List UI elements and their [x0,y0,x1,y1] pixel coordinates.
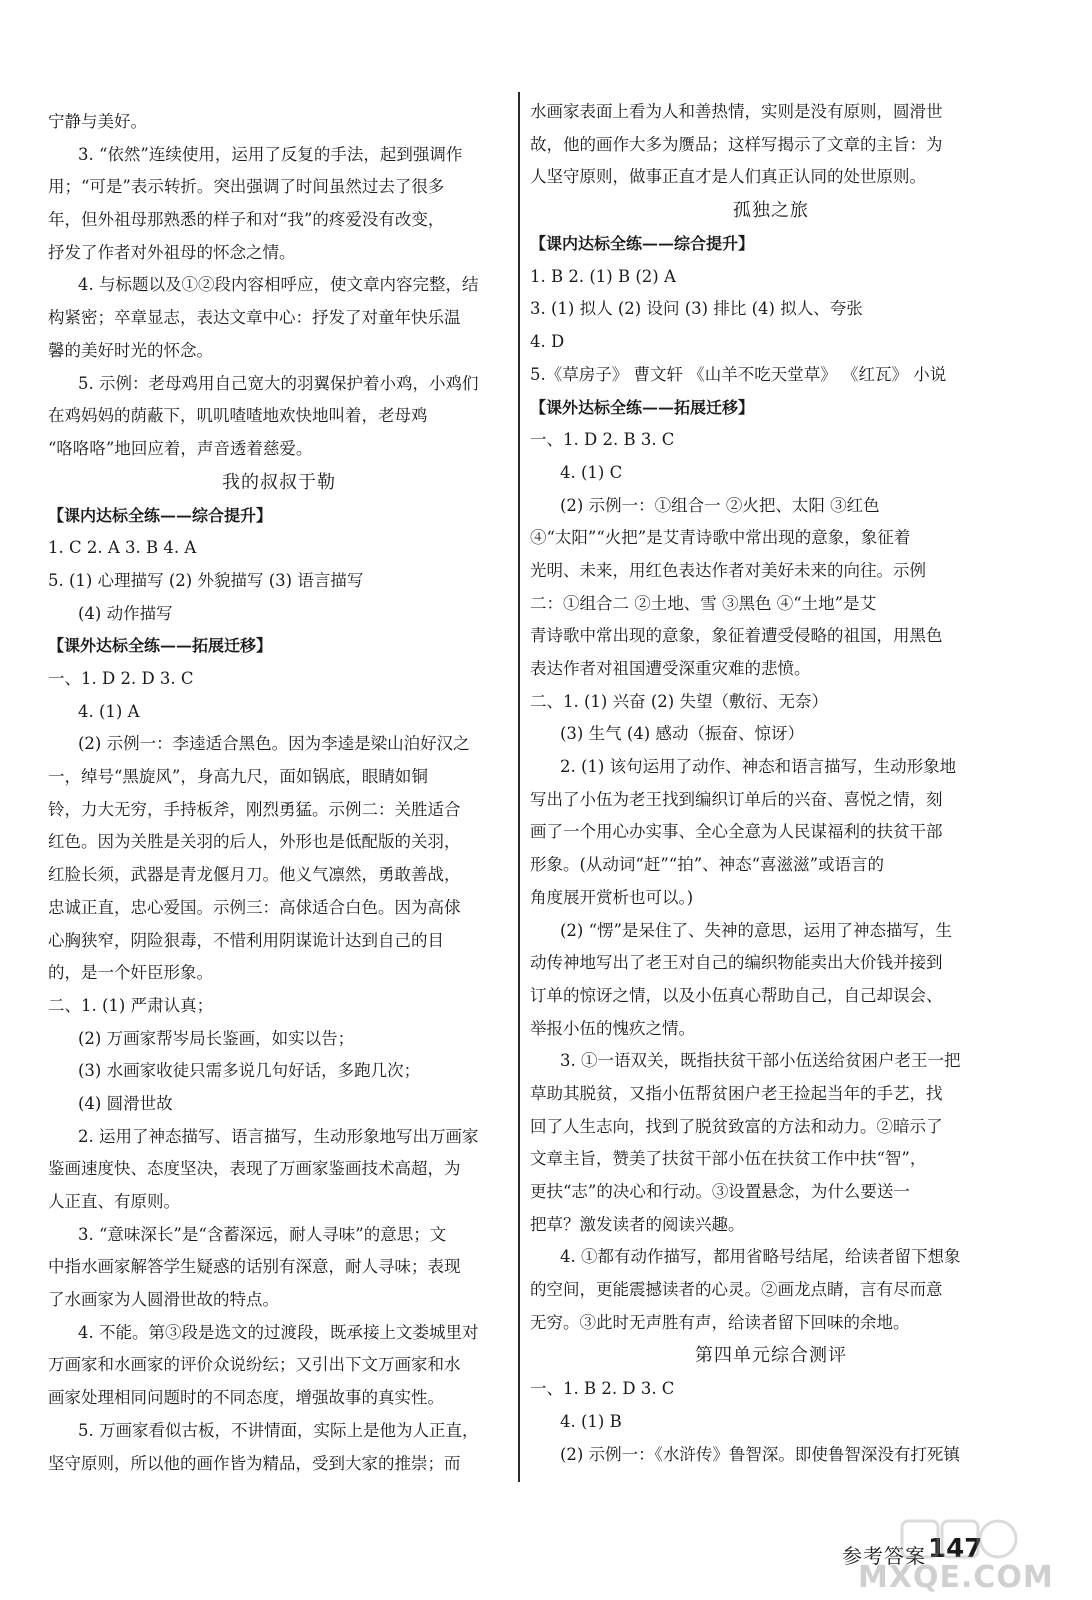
text-line: 5.《草房子》 曹文轩 《山羊不吃天堂草》 《红瓦》 小说 [530,364,947,384]
text-line: 3. ①一语双关，既指扶贫干部小伍送给贫困户老王一把 [560,1051,961,1071]
text-line: 动传神地写出了老王对自己的编织物能卖出大价钱并接到 [530,953,943,973]
section-heading: 【课外达标全练——拓展迁移】 [530,397,755,417]
text-line: 订单的惊讶之情，以及小伍真心帮助自己，自己却误会、 [530,985,943,1005]
right-column [530,96,1012,1472]
text-line: 4. 与标题以及①②段内容相呼应，使文章内容完整，结 [78,275,479,295]
section-heading: 【课内达标全练——综合提升】 [530,234,755,254]
text-line: 一、1. D 2. D 3. C [48,669,194,688]
text-line: 心胸狭窄，阴险狠毒，不惜利用阴谋诡计达到自己的目 [48,930,444,950]
text-line: 5. 万画家看似古板，不讲情面，实际上是他为人正直， [78,1420,479,1440]
text-line: (4) 圆滑世故 [78,1093,173,1113]
text-line: 更扶“志”的决心和行动。③设置悬念，为什么要送一 [530,1182,910,1201]
text-line: 一，绰号“黑旋风”，身高九尺，面如锅底，眼睛如铜 [48,767,428,787]
text-line: 表达作者对祖国遭受深重灾难的悲愤。 [530,659,811,678]
text-line: 4. ①都有动作描写，都用省略号结尾，给读者留下想象 [560,1247,961,1267]
text-line: (2) 万画家帮岑局长鉴画，如实以告； [78,1028,355,1048]
text-line: 的空间，更能震撼读者的心灵。②画龙点睛，言有尽而意 [530,1280,943,1300]
text-line: ④“太阳”“火把”是艾青诗歌中常出现的意象，象征着 [530,528,911,548]
text-line: 4. (1) C [560,462,623,482]
text-line: 把草？激发读者的阅读兴趣。 [530,1214,745,1234]
text-line: 青诗歌中常出现的意象，象征着遭受侵略的祖国，用黑色 [530,626,943,646]
left-column [48,106,510,1480]
text-line: 鉴画速度快、态度坚决，表现了万画家鉴画技术高超，为 [48,1159,461,1179]
text-line: 5. (1) 心理描写 (2) 外貌描写 (3) 语言描写 [48,570,364,590]
text-line: 人正直、有原则。 [48,1192,180,1211]
text-line: 1. B 2. (1) B (2) A [530,266,676,286]
text-line: 馨的美好时光的怀念。 [48,340,213,360]
text-line: 二、1. (1) 严肃认真； [48,995,214,1015]
watermark-logo-icon [900,1515,1020,1565]
section-title: 第四单元综合测评 [695,1345,847,1367]
text-line: (2) 示例一：①组合一 ②火把、太阳 ③红色 [560,495,880,515]
text-line: 红脸长须，武器是青龙偃月刀。他义气凛然，勇敢善战， [48,865,461,885]
text-line: 了水画家为人圆滑世故的特点。 [48,1290,279,1310]
text-line: 文章主旨，赞美了扶贫干部小伍在扶贫工作中扶“智”， [530,1149,927,1169]
text-line: 4. 不能。第③段是选文的过渡段，既承接上文娄城里对 [78,1322,479,1342]
text-line: 举报小伍的愧疚之情。 [530,1018,695,1038]
text-line: (3) 水画家收徒只需多说几句好话，多跑几次； [78,1061,421,1081]
text-line: “咯咯咯”地回应着，声音透着慈爱。 [48,438,313,458]
text-line: 2. 运用了神态描写、语言描写，生动形象地写出万画家 [78,1126,479,1146]
text-line: 中指水画家解答学生疑惑的话别有深意，耐人寻味；表现 [48,1257,461,1277]
section-heading: 【课内达标全练——综合提升】 [48,505,273,525]
text-line: 二、1. (1) 兴奋 (2) 失望（敷衍、无奈） [530,691,828,711]
text-line: 3. “依然”连续使用，运用了反复的手法，起到强调作 [78,144,463,164]
text-line: 忠诚正直，忠心爱国。示例三：高俅适合白色。因为高俅 [48,897,461,917]
text-line: 坚守原则，所以他的画作皆为精品，受到大家的推崇；而 [48,1453,461,1473]
text-line: 抒发了作者对外祖母的怀念之情。 [48,242,296,262]
text-line: 画家处理相同问题时的不同态度，增强故事的真实性。 [48,1388,444,1408]
text-line: 故，他的画作大多为赝品；这样写揭示了文章的主旨：为 [530,134,943,154]
text-line: 4. (1) A [78,701,140,721]
text-line: (2) 示例一：李逵适合黑色。因为李逵是梁山泊好汉之 [78,734,470,754]
text-line: 4. D [530,332,565,352]
text-line: 万画家和水画家的评价众说纷纭；又引出下文万画家和水 [48,1355,461,1375]
text-line: 一、1. D 2. B 3. C [530,430,675,450]
text-line: 一、1. B 2. D 3. C [530,1379,675,1399]
text-line: (2) 示例一：《水浒传》鲁智深。即使鲁智深没有打死镇 [560,1444,960,1464]
text-line: 用；“可是”表示转折。突出强调了时间虽然过去了很多 [48,177,445,197]
text-line: (2) “愣”是呆住了、失神的意思，运用了神态描写，生 [560,920,952,940]
text-line: 铃，力大无穷，手持板斧，刚烈勇猛。示例二：关胜适合 [48,799,461,819]
text-line: 的，是一个奸臣形象。 [48,963,213,983]
text-line: 水画家表面上看为人和善热情，实则是没有原则，圆滑世 [530,102,943,121]
section-heading: 【课外达标全练——拓展迁移】 [48,636,273,656]
text-line: 4. (1) B [560,1412,622,1432]
text-line: 画了一个用心办实事、全心全意为人民谋福利的扶贫干部 [530,822,943,842]
column-divider [518,92,520,1482]
page-number: 147 [928,1534,983,1564]
text-line: (3) 生气 (4) 感动（振奋、惊讶） [560,724,804,744]
text-line: 草助其脱贫，又指小伍帮贫困户老王捡起当年的手艺，找 [530,1083,943,1103]
text-line: 回了人生志向，找到了脱贫致富的方法和动力。②暗示了 [530,1116,943,1136]
text-line: 宁静与美好。 [48,112,147,131]
text-line: 年，但外祖母那熟悉的样子和对“我”的疼爱没有改变， [48,210,445,230]
text-line: 角度展开赏析也可以。) [530,887,694,907]
text-line: 红色。因为关胜是关羽的后人，外形也是低配版的关羽， [48,832,461,852]
text-line: 5. 示例：老母鸡用自己宽大的羽翼保护着小鸡，小鸡们 [78,373,479,393]
section-title: 孤独之旅 [733,200,809,222]
text-line: 3. (1) 拟人 (2) 设问 (3) 排比 (4) 拟人、夸张 [530,299,863,319]
text-line: (4) 动作描写 [78,603,173,623]
text-line: 形象。(从动词“赶”“拍”、神态“喜滋滋”或语言的 [530,855,885,875]
text-line: 二：①组合二 ②土地、雪 ③黑色 ④“土地”是艾 [530,593,877,613]
watermark-text: MXQE.COM [858,1560,1054,1595]
text-line: 光明、未来，用红色表达作者对美好未来的向往。示例 [530,560,926,580]
text-line: 在鸡妈妈的荫蔽下，叽叽喳喳地欢快地叫着，老母鸡 [48,406,428,426]
text-line: 人坚守原则，做事正直才是人们真正认同的处世原则。 [530,167,926,187]
text-line: 2. (1) 该句运用了动作、神态和语言描写，生动形象地 [560,757,957,777]
text-line: 1. C 2. A 3. B 4. A [48,538,197,558]
text-line: 写出了小伍为老王找到编织订单后的兴奋、喜悦之情，刻 [530,789,943,809]
text-line: 构紧密；卒章显志，表达文章中心：抒发了对童年快乐温 [48,308,461,328]
footer-label: 参考答案 [842,1544,926,1568]
text-line: 3. “意味深长”是“含蓄深远，耐人寻味”的意思；文 [78,1224,447,1244]
section-title: 我的叔叔于勒 [222,471,336,493]
text-line: 无穷。③此时无声胜有声，给读者留下回味的余地。 [530,1312,910,1332]
